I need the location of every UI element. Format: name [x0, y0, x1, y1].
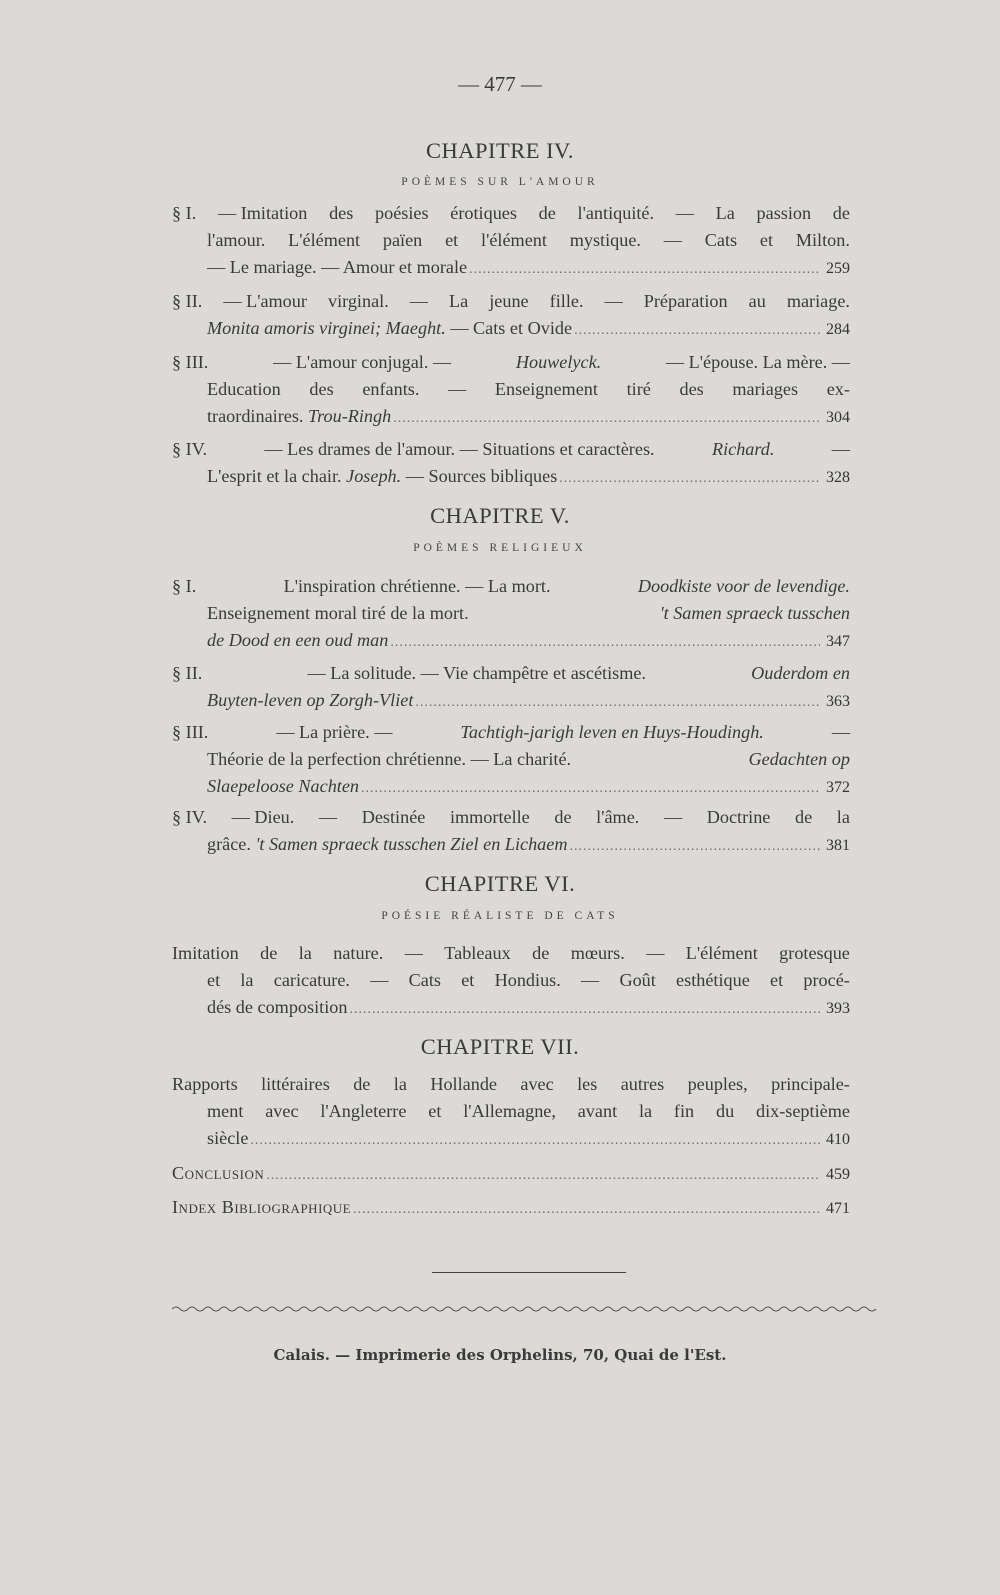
page-ref: 410 [826, 1131, 850, 1148]
toc-line: et la caricature. — Cats et Hondius. — Goût esthétique et procé- [207, 970, 850, 990]
toc-line: § III. — L'amour conjugal. — Houwelyck. — L'épouse. La mère. — [172, 349, 850, 376]
chapter-title: CHAPITRE VI. [424, 871, 576, 896]
toc-line: Rapports littéraires de la Hollande avec les autres peuples, principale- [172, 1074, 850, 1094]
page-ref: 372 [826, 779, 850, 796]
section-mark: § IV. [172, 439, 208, 459]
toc-line: § IV. — Les drames de l'amour. — Situations et caractères. Richard. — [172, 436, 850, 463]
toc-line-leader: traordinaires. Trou-Ringh ..... 304 [172, 403, 850, 430]
toc-line-leader: Buyten-leven op Zorgh-Vliet ..... 363 [172, 687, 850, 714]
toc-line: § I. — Imitation des poésies érotiques de l'antiquité. — La passion de [172, 200, 850, 227]
page-ref: 347 [826, 633, 850, 650]
toc-entry [172, 1071, 850, 1152]
dot-leader [415, 689, 820, 716]
toc-line: § IV. — Dieu. — Destinée immortelle de l'âme. — Doctrine de la [172, 804, 850, 831]
chapter-title: CHAPITRE V. [430, 503, 570, 528]
toc-entry [172, 573, 850, 654]
chapter-subtitle: POÉSIE RÉALISTE DE CATS [381, 910, 619, 922]
chapter-title: CHAPITRE IV. [425, 138, 575, 163]
page-ref: 259 [826, 260, 850, 277]
toc-entry [172, 349, 850, 430]
dot-leader [569, 833, 820, 860]
toc-line-leader: Index Bibliographique ..... 471 [172, 1194, 850, 1221]
dot-leader [393, 405, 820, 432]
dot-leader [266, 1162, 820, 1189]
section-mark: § III. [172, 722, 209, 742]
section-mark: § III. [172, 352, 209, 372]
page-number: — 477 — [458, 72, 542, 96]
toc-entry-index [172, 1194, 850, 1221]
dot-leader [574, 317, 820, 344]
chapter-subtitle: POÈMES SUR L'AMOUR [401, 176, 599, 188]
page-ref: 471 [826, 1200, 850, 1217]
toc-line-leader: siècle ..... 410 [172, 1125, 850, 1152]
toc-line: Education des enfants. — Enseignement tiré des mariages ex- [207, 379, 850, 399]
dot-leader [250, 1127, 820, 1154]
toc-line: § III. — La prière. — Tachtigh-jarigh leven en Huys-Houdingh. — [172, 719, 850, 746]
toc-entry [172, 436, 850, 490]
section-mark: § I. [172, 203, 197, 223]
dot-leader [349, 996, 820, 1023]
toc-line: ment avec l'Angleterre et l'Allemagne, avant la fin du dix-septième [207, 1101, 850, 1121]
toc-line: Imitation de la nature. — Tableaux de mœurs. — L'élément grotesque [172, 943, 850, 963]
toc-line: § II. — L'amour virginal. — La jeune fille. — Préparation au mariage. [172, 288, 850, 315]
page-ref: 381 [826, 837, 850, 854]
dot-leader [390, 629, 820, 656]
toc-line-leader: Monita amoris virginei; Maeght. — Cats et Ovide ..... 284 [172, 315, 850, 342]
toc-entry [172, 660, 850, 714]
section-mark: § II. [172, 291, 203, 311]
toc-line-leader: de Dood en een oud man ..... 347 [172, 627, 850, 654]
toc-line: Théorie de la perfection chrétienne. — La charité. Gedachten op [207, 749, 850, 769]
page-ref: 304 [826, 409, 850, 426]
dot-leader [469, 256, 820, 283]
page-ref: 363 [826, 693, 850, 710]
dot-leader [361, 775, 820, 802]
dot-leader [353, 1196, 820, 1223]
toc-entry [172, 804, 850, 858]
wavy-ornament-rule [172, 1302, 890, 1316]
section-mark: § II. [172, 663, 203, 683]
page-ref: 459 [826, 1166, 850, 1183]
dot-leader [559, 465, 820, 492]
toc-line-leader: dés de composition ..... 393 [172, 994, 850, 1021]
toc-entry [172, 200, 850, 281]
toc-line-leader: Slaepeloose Nachten ..... 372 [172, 773, 850, 800]
toc-entry [172, 288, 850, 342]
section-mark: § IV. [172, 807, 208, 827]
toc-line: Enseignement moral tiré de la mort. 't Samen spraeck tusschen [207, 603, 850, 623]
page-ref: 328 [826, 469, 850, 486]
chapter-title: CHAPITRE VII. [420, 1034, 580, 1059]
section-mark: § I. [172, 576, 197, 596]
toc-line-leader: grâce. 't Samen spraeck tusschen Ziel en Lichaem ..... 381 [172, 831, 850, 858]
toc-line-leader: Conclusion ..... 459 [172, 1160, 850, 1187]
page-ref: 393 [826, 1000, 850, 1017]
toc-line-leader: L'esprit et la chair. Joseph. — Sources bibliques ..... 328 [172, 463, 850, 490]
toc-entry [172, 719, 850, 800]
chapter-subtitle: POÈMES RELIGIEUX [413, 542, 587, 554]
toc-line: § I. L'inspiration chrétienne. — La mort. Doodkiste voor de levendige. [172, 573, 850, 600]
page-ref: 284 [826, 321, 850, 338]
toc-entry-conclusion [172, 1160, 850, 1187]
toc-line-leader: — Le mariage. — Amour et morale ..... 259 [172, 254, 850, 281]
printer-imprint: Calais. — Imprimerie des Orphelins, 70, Quai de l'Est. [273, 1346, 727, 1364]
toc-line: § II. — La solitude. — Vie champêtre et ascétisme. Ouderdom en [172, 660, 850, 687]
toc-entry [172, 940, 850, 1021]
end-rule [432, 1272, 626, 1273]
toc-line: l'amour. L'élément païen et l'élément mystique. — Cats et Milton. [207, 230, 850, 250]
